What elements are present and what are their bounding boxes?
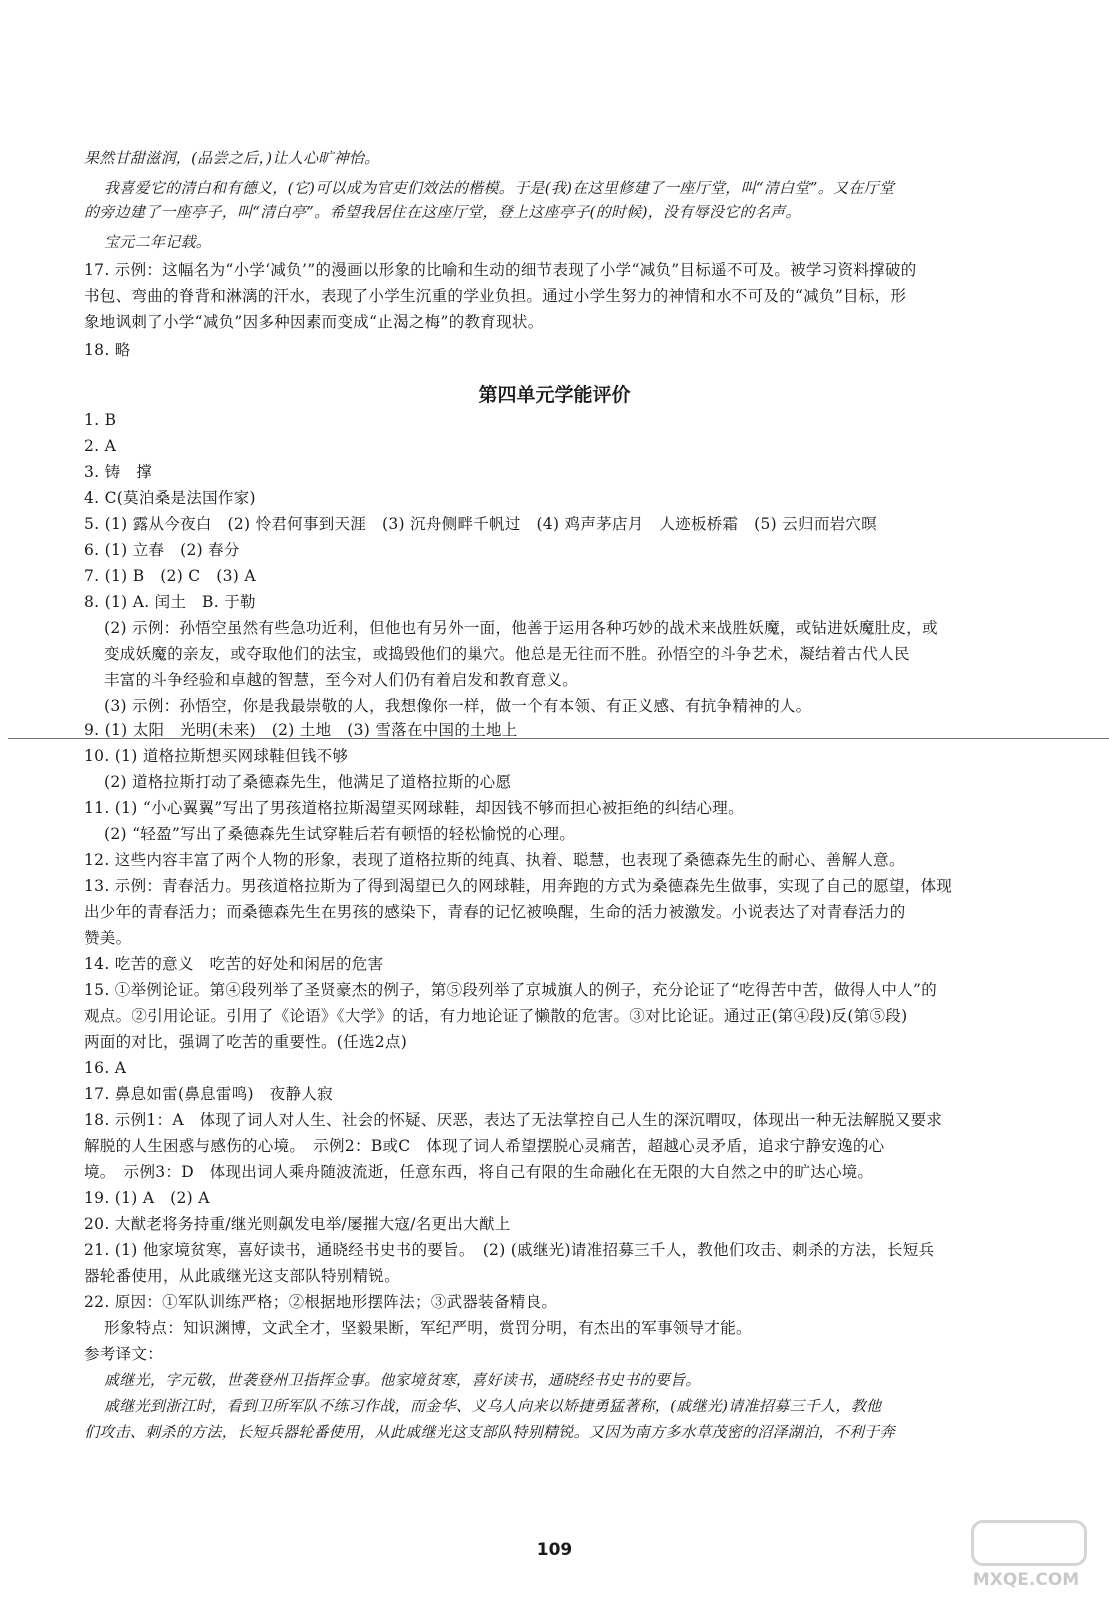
text-line: 书包、弯曲的脊背和淋漓的汗水，表现了小学生沉重的学业负担。通过小学生努力的神情和水不可及的“减负”目标，形	[84, 287, 907, 305]
text-line: 出少年的青春活力；而桑德森先生在男孩的感染下，青春的记忆被唤醒，生命的活力被激发。小说表达了对青春活力的	[84, 903, 906, 921]
text-line: 13. 示例：青春活力。男孩道格拉斯为了得到渴望已久的网球鞋，用奔跑的方式为桑德森先生做事，实现了自己的愿望，体现	[84, 877, 953, 895]
text-line: (2) 示例：孙悟空虽然有些急功近利，但他也有另外一面，他善于运用各种巧妙的战术来战胜妖魔，或钻进妖魔肚皮，或	[104, 619, 938, 637]
watermark-logo	[961, 1520, 1091, 1590]
text-line: 参考译文：	[84, 1345, 164, 1363]
watermark-badge-icon	[971, 1520, 1087, 1566]
text-line: (2) 道格拉斯打动了桑德森先生，他满足了道格拉斯的心愿	[104, 773, 512, 791]
text-line: 19. (1) A (2) A	[84, 1189, 210, 1207]
text-line: 戚继光到浙江时，看到卫所军队不练习作战，而金华、义乌人向来以矫捷勇猛著称，(戚继光)请准招募三千人，教他	[104, 1397, 882, 1415]
text-line: 2. A	[84, 437, 117, 455]
text-line: 11. (1) “小心翼翼”写出了男孩道格拉斯渴望买网球鞋，却因钱不够而担心被拒绝的纠结心理。	[84, 799, 744, 817]
text-line: 22. 原因：①军队训练严格；②根据地形摆阵法；③武器装备精良。	[84, 1293, 558, 1311]
text-line: 我喜爱它的清白和有德义，(它)可以成为官吏们效法的楷模。于是(我)在这里修建了一座厅堂，叫“清白堂”。又在厅堂	[104, 179, 895, 197]
text-line: (3) 示例：孙悟空，你是我最崇敬的人，我想像你一样，做一个有本领、有正义感、有抗争精神的人。	[104, 697, 812, 715]
text-line: 12. 这些内容丰富了两个人物的形象，表现了道格拉斯的纯真、执着、聪慧，也表现了桑德森先生的耐心、善解人意。	[84, 851, 905, 869]
text-line: 解脱的人生困惑与感伤的心境。 示例2：B或C 体现了词人希望摆脱心灵痛苦，超越心灵矛盾，追求宁静安逸的心	[84, 1137, 885, 1155]
text-line: 器轮番使用，从此戚继光这支部队特别精锐。	[84, 1267, 401, 1285]
fold-line-divider	[8, 738, 1109, 739]
page-number: 109	[536, 1540, 573, 1560]
text-line: 果然甘甜滋润，(品尝之后，)让人心旷神怡。	[84, 149, 380, 167]
text-line: 丰富的斗争经验和卓越的智慧，至今对人们仍有着启发和教育意义。	[104, 671, 579, 689]
text-line: 形象特点：知识渊博，文武全才，坚毅果断，军纪严明，赏罚分明，有杰出的军事领导才能。	[104, 1319, 752, 1337]
text-line: 4. C(莫泊桑是法国作家)	[84, 489, 256, 507]
text-line: 9. (1) 太阳 光明(未来) (2) 土地 (3) 雪落在中国的土地上	[84, 721, 518, 739]
text-line: 8. (1) A. 闰土 B. 于勒	[84, 593, 256, 611]
text-line: 的旁边建了一座亭子，叫“清白亭”。希望我居住在这座厅堂，登上这座亭子(的时候)，没有辱没它的名声。	[84, 203, 801, 221]
watermark-text: MXQE.COM	[972, 1570, 1080, 1590]
text-line: 5. (1) 露从今夜白 (2) 怜君何事到天涯 (3) 沉舟侧畔千帆过 (4) 鸡声茅店月 人迹板桥霜 (5) 云归而岩穴暝	[84, 515, 878, 533]
text-line: 们攻击、刺杀的方法，长短兵器轮番使用，从此戚继光这支部队特别精锐。又因为南方多水草茂密的沼泽湖泊，不利于奔	[84, 1423, 895, 1441]
text-line: 6. (1) 立春 (2) 春分	[84, 541, 240, 559]
section-title: 第四单元学能评价	[478, 384, 631, 406]
text-line: 17. 示例：这幅名为“小学‘减负’”的漫画以形象的比喻和生动的细节表现了小学“减负”目标遥不可及。被学习资料撑破的	[84, 261, 917, 279]
text-line: 18. 略	[84, 341, 131, 359]
text-line: 14. 吃苦的意义 吃苦的好处和闲居的危害	[84, 955, 384, 973]
text-line: 20. 大猷老将务持重/继光则飙发电举/屡摧大寇/名更出大猷上	[84, 1215, 511, 1233]
text-line: 戚继光，字元敬，世袭登州卫指挥佥事。他家境贫寒，喜好读书，通晓经书史书的要旨。	[104, 1371, 701, 1389]
text-line: 宝元二年记载。	[104, 233, 212, 251]
text-line: 两面的对比，强调了吃苦的重要性。(任选2点)	[84, 1033, 408, 1051]
text-line: 境。 示例3：D 体现出词人乘舟随波流逝，任意东西，将自己有限的生命融化在无限的大自然之中的旷达心境。	[84, 1163, 874, 1181]
text-line: 7. (1) B (2) C (3) A	[84, 567, 256, 585]
text-line: 21. (1) 他家境贫寒，喜好读书，通晓经书史书的要旨。 (2) (戚继光)请准招募三千人，教他们攻击、刺杀的方法，长短兵	[84, 1241, 935, 1259]
text-line: (2) “轻盈”写出了桑德森先生试穿鞋后若有顿悟的轻松愉悦的心理。	[104, 825, 576, 843]
text-line: 15. ①举例论证。第④段列举了圣贤豪杰的例子，第⑤段列举了京城旗人的例子，充分论证了“吃得苦中苦，做得人中人”的	[84, 981, 938, 999]
text-line: 18. 示例1：A 体现了词人对人生、社会的怀疑、厌恶，表达了无法掌控自己人生的深沉喟叹，体现出一种无法解脱又要求	[84, 1111, 943, 1129]
text-line: 10. (1) 道格拉斯想买网球鞋但钱不够	[84, 747, 349, 765]
text-line: 17. 鼻息如雷(鼻息雷鸣) 夜静人寂	[84, 1085, 333, 1103]
text-line: 象地讽刺了小学“减负”因多种因素而变成“止渴之梅”的教育现状。	[84, 313, 544, 331]
text-line: 变成妖魔的亲友，或夺取他们的法宝，或捣毁他们的巢穴。他总是无往而不胜。孙悟空的斗争艺术，凝结着古代人民	[104, 645, 910, 663]
text-line: 观点。②引用论证。引用了《论语》《大学》的话，有力地论证了懒散的危害。③对比论证。通过正(第④段)反(第⑤段)	[84, 1007, 908, 1025]
text-line: 16. A	[84, 1059, 127, 1077]
text-line: 1. B	[84, 411, 117, 429]
text-line: 赞美。	[84, 929, 132, 947]
text-line: 3. 铸 撑	[84, 463, 153, 481]
